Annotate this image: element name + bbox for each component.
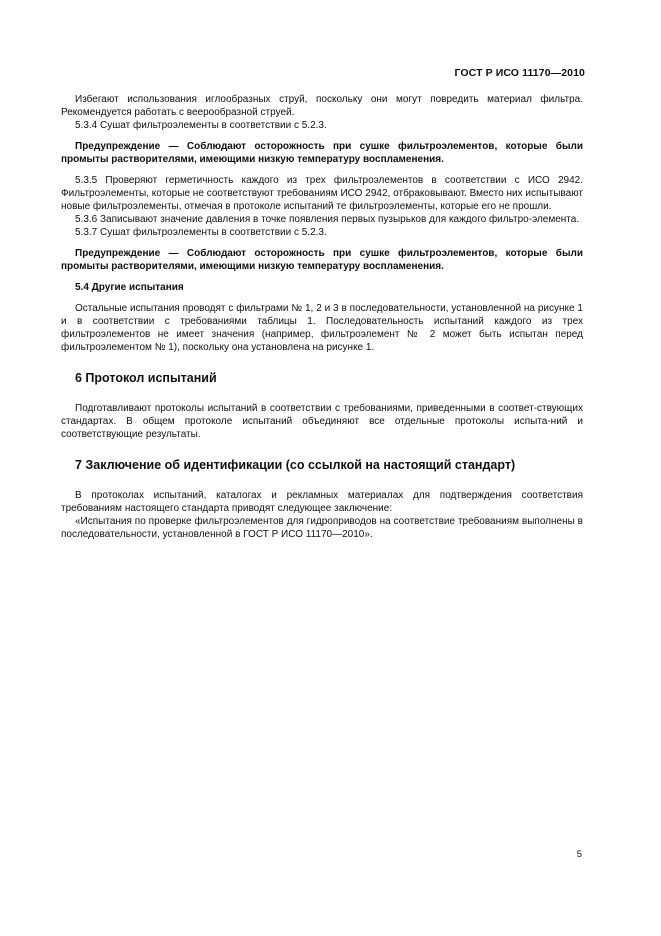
paragraph-5-3-5: 5.3.5 Проверяют герметичность каждого из трех фильтроэлементов в соответствии с ИСО 2942. Фильтроэлементы, которые не соответствуют требованиям ИСО 2942, отбраковывают. Вместо них испытывают новые фильтроэлементы, отмечая в протоколе испытаний те фильтроэлементы, которые его не прошли. [61,175,583,212]
warning-1: Предупреждение — Соблюдают осторожность при сушке фильтроэлементов, которые были промыты растворителями, имеющими низкую температуру воспламенения. [61,141,583,165]
paragraph-jet-warning: Избегают использования иглообразных струй, поскольку они могут повредить материал фильтра. Рекомендуется работать с веерообразной струей. [61,94,583,118]
paragraph-5-3-7: 5.3.7 Сушат фильтроэлементы в соответствии с 5.2.3. [75,227,327,238]
warning-2: Предупреждение — Соблюдают осторожность при сушке фильтроэлементов, которые были промыты растворителями, имеющими низкую температуру воспламенения. [61,248,583,272]
page-number: 5 [576,849,582,860]
standard-header: ГОСТ Р ИСО 11170—2010 [454,67,585,79]
section-6-title: 6 Протокол испытаний [75,371,217,385]
subsection-5-4-title: 5.4 Другие испытания [75,282,184,293]
paragraph-conclusion-intro: В протоколах испытаний, каталогах и рекламных материалах для подтверждения соответствия требованиям настоящего стандарта приводят следующее заключение: [61,490,583,514]
section-7-title: 7 Заключение об идентификации (со ссылкой на настоящий стандарт) [75,458,516,472]
paragraph-other-tests: Остальные испытания проводят с фильтрами № 1, 2 и 3 в последовательности, установленной на рисунке 1 и в соответствии с требованиями таблицы 1. Последовательность испытаний каждого из трех фильтроэлементов не имеет значения (например, фильтроэлемент № 2 может быть испытан перед фильтроэлементом № 1), поскольку она установлена на рисунке 1. [61,303,583,353]
document-body [61,93,583,541]
paragraph-conclusion-quote: «Испытания по проверке фильтроэлементов для гидроприводов на соответствие требованиям выполнены в последовательности, установленной в ГОСТ Р ИСО 11170—2010». [61,516,583,540]
paragraph-test-report: Подготавливают протоколы испытаний в соответствии с требованиями, приведенными в соответ-ствующих стандартах. В общем протоколе испытаний объединяют все отдельные протоколы испыта-ний и соответствующие результаты. [61,403,583,440]
paragraph-5-3-4: 5.3.4 Сушат фильтроэлементы в соответствии с 5.2.3. [75,120,327,131]
paragraph-5-3-6: 5.3.6 Записывают значение давления в точке появления первых пузырьков для каждого фильтро-элемента. [75,214,580,225]
